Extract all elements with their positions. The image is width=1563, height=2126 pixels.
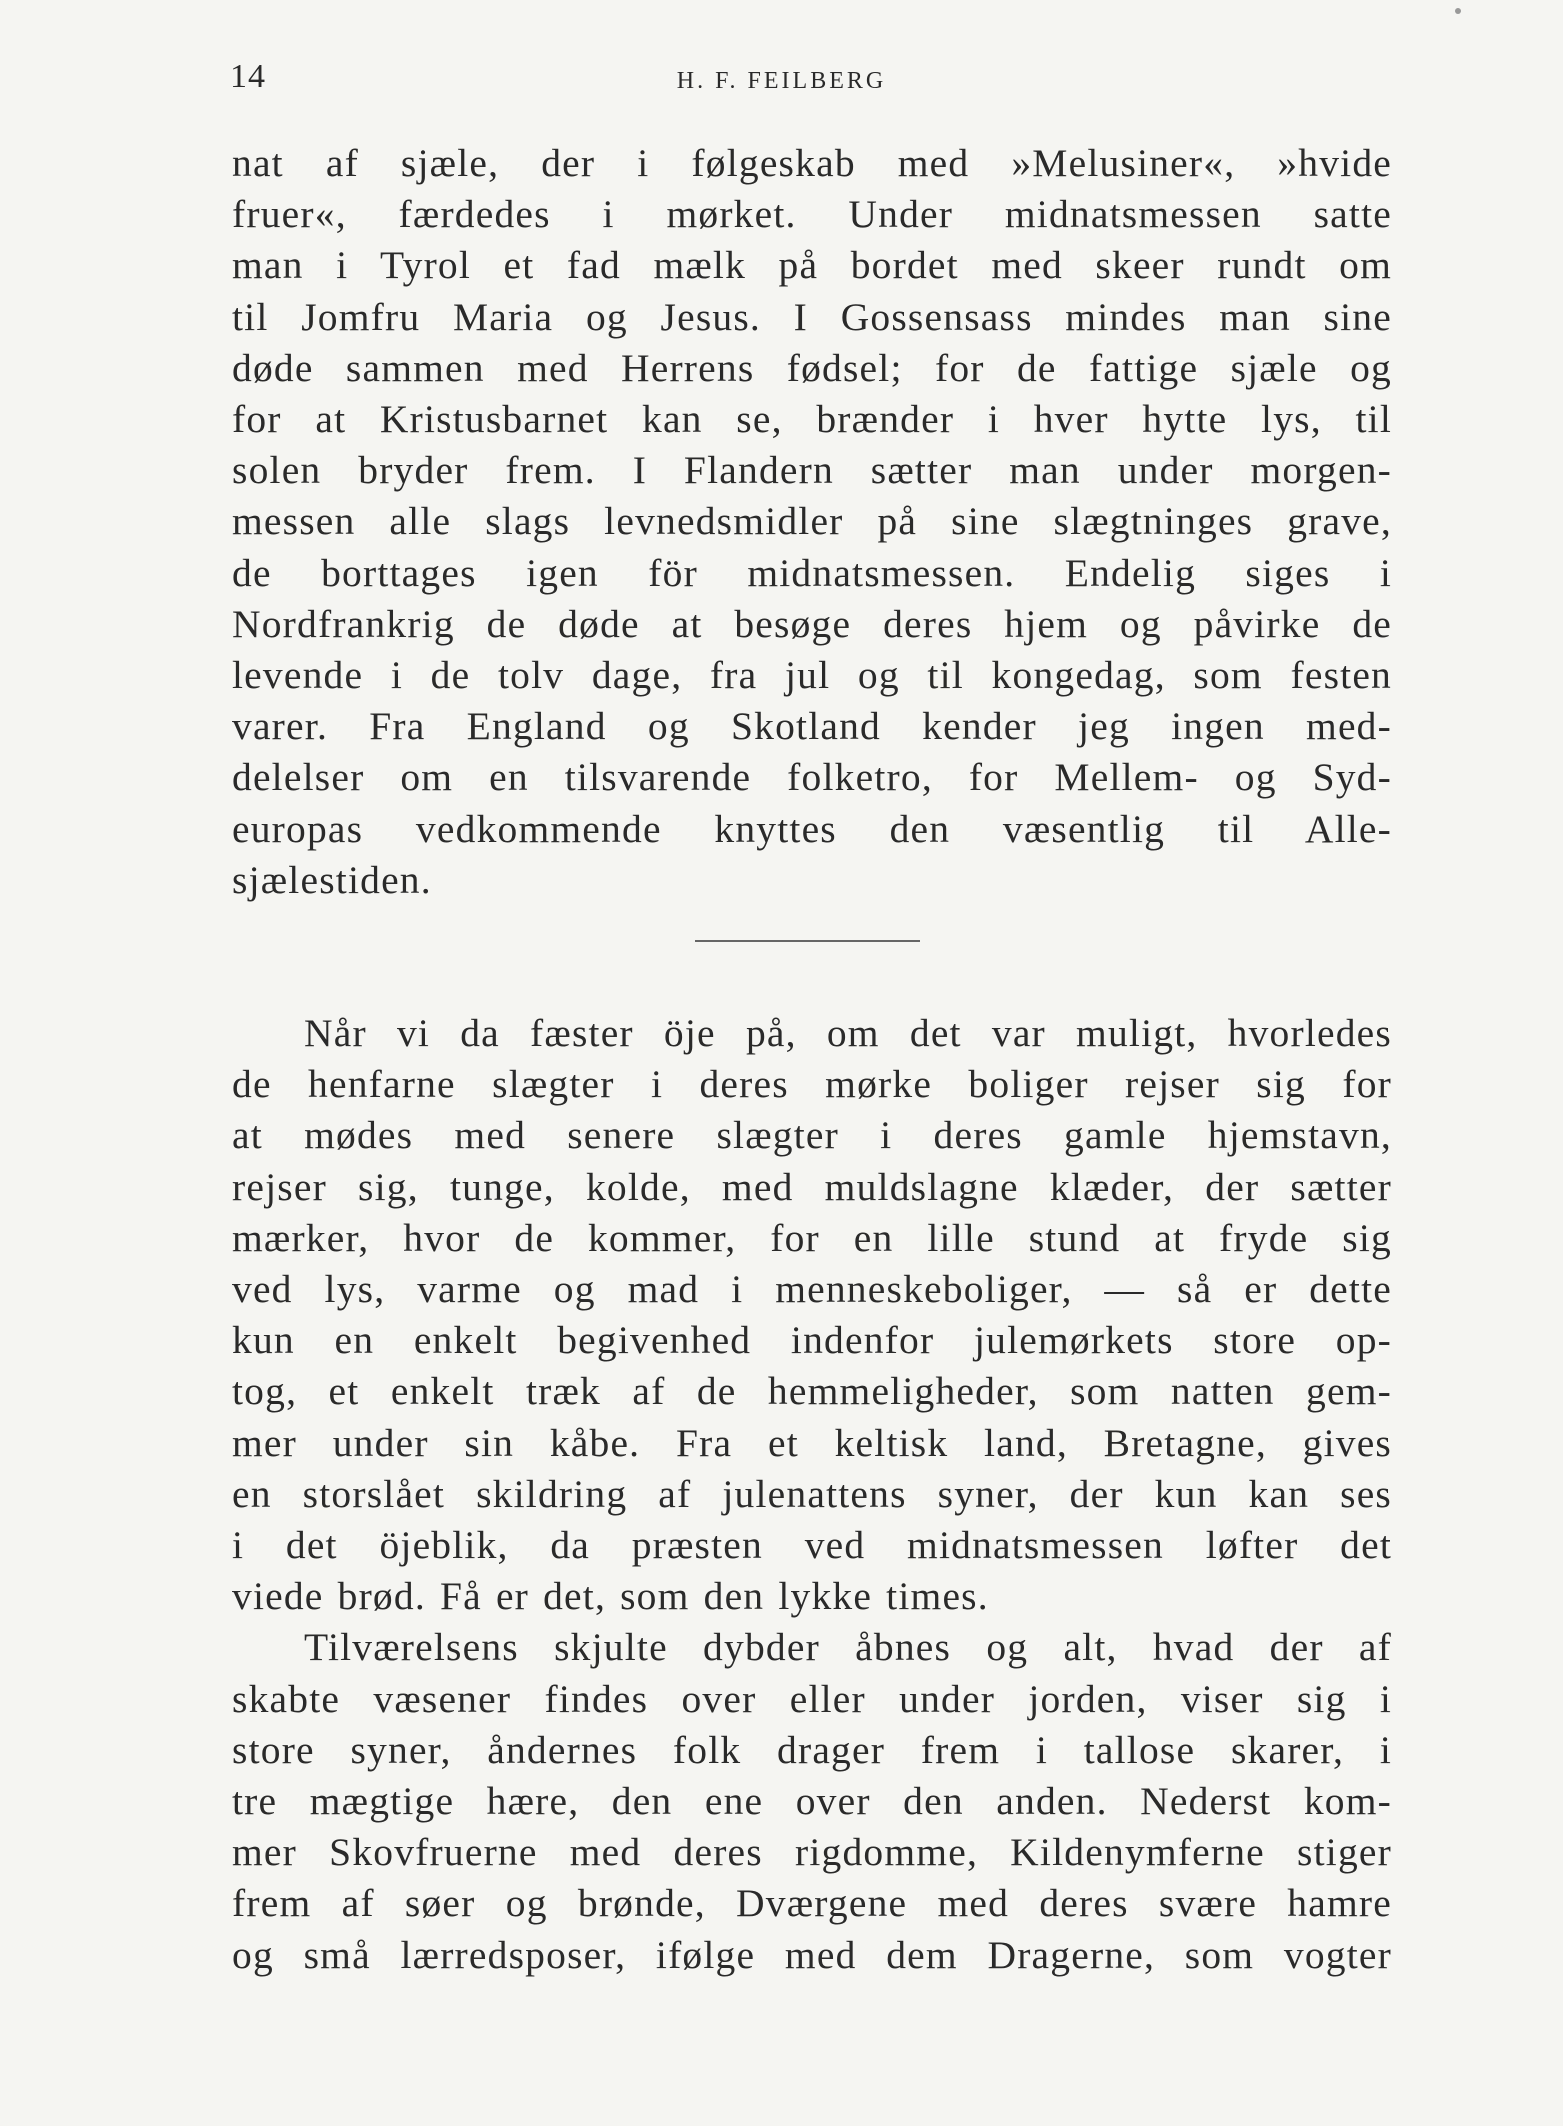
text-line: skabte væsener findes over eller under jorden, viser sig i [232,1676,1392,1721]
text-line: tog, et enkelt træk af de hemmeligheder, som natten gem- [232,1369,1392,1414]
text-line: frem af søer og brønde, Dværgene med deres svære hamre [232,1881,1392,1926]
text-line: europas vedkommende knyttes den væsentlig til Alle- [232,806,1392,851]
text-line: og små lærredsposer, ifølge med dem Dragerne, som vogter [232,1932,1392,1977]
text-line: solen bryder frem. I Flandern sætter man under morgen- [232,448,1392,493]
paragraph-1 [232,138,1392,906]
text-line: Tilværelsens skjulte dybder åbnes og alt, hvad der af [304,1625,1392,1670]
text-line: Når vi da fæster öje på, om det var muligt, hvorledes [304,1011,1392,1055]
text-line: levende i de tolv dage, fra jul og til kongedag, som festen [232,653,1392,698]
corner-speck [1455,8,1461,14]
text-line: døde sammen med Herrens fødsel; for de fattige sjæle og [232,345,1392,390]
running-title: H. F. FEILBERG [676,68,887,94]
text-line: de henfarne slægter i deres mørke boliger rejser sig for [232,1062,1392,1107]
text-line: varer. Fra England og Skotland kender jeg ingen med- [232,704,1392,749]
text-line: tre mægtige hære, den ene over den anden. Nederst kom- [232,1779,1392,1824]
text-line: viede brød. Få er det, som den lykke times. [232,1574,989,1619]
section-divider [695,940,920,942]
text-line: mærker, hvor de kommer, for en lille stund at fryde sig [232,1215,1392,1260]
text-line: man i Tyrol et fad mælk på bordet med skeer rundt om [232,243,1392,288]
text-line: mer under sin kåbe. Fra et keltisk land, Bretagne, gives [232,1420,1392,1465]
text-line: messen alle slags levnedsmidler på sine slægtninges grave, [232,499,1392,544]
text-line: for at Kristusbarnet kan se, brænder i hver hytte lys, til [232,397,1392,442]
text-line: rejser sig, tunge, kolde, med muldslagne klæder, der sætter [232,1164,1392,1209]
text-line: mer Skovfruerne med deres rigdomme, Kildenymferne stiger [232,1830,1392,1875]
paragraph-2 [232,1008,1392,1981]
text-line: i det öjeblik, da præsten ved midnatsmessen løfter det [232,1523,1392,1568]
text-line: Nordfrankrig de døde at besøge deres hjem og påvirke de [232,601,1392,646]
text-line: store syner, åndernes folk drager frem i tallose skarer, i [232,1727,1392,1772]
text-line: de borttages igen för midnatsmessen. Endelig siges i [232,550,1392,595]
text-line: ved lys, varme og mad i menneskeboliger, — så er dette [232,1267,1392,1312]
text-line: at mødes med senere slægter i deres gamle hjemstavn, [232,1113,1392,1158]
text-line: til Jomfru Maria og Jesus. I Gossensass mindes man sine [232,294,1392,339]
text-line: kun en enkelt begivenhed indenfor julemørkets store op- [232,1318,1392,1363]
page-number: 14 [230,58,266,95]
text-line: delelser om en tilsvarende folketro, for Mellem- og Syd- [232,755,1392,800]
text-line: sjælestiden. [232,857,432,902]
text-line: nat af sjæle, der i følgeskab med »Melusiner«, »hvide [232,141,1392,185]
text-line: fruer«, færdedes i mørket. Under midnatsmessen satte [232,192,1392,237]
text-line: en storslået skildring af julenattens syner, der kun kan ses [232,1471,1392,1516]
